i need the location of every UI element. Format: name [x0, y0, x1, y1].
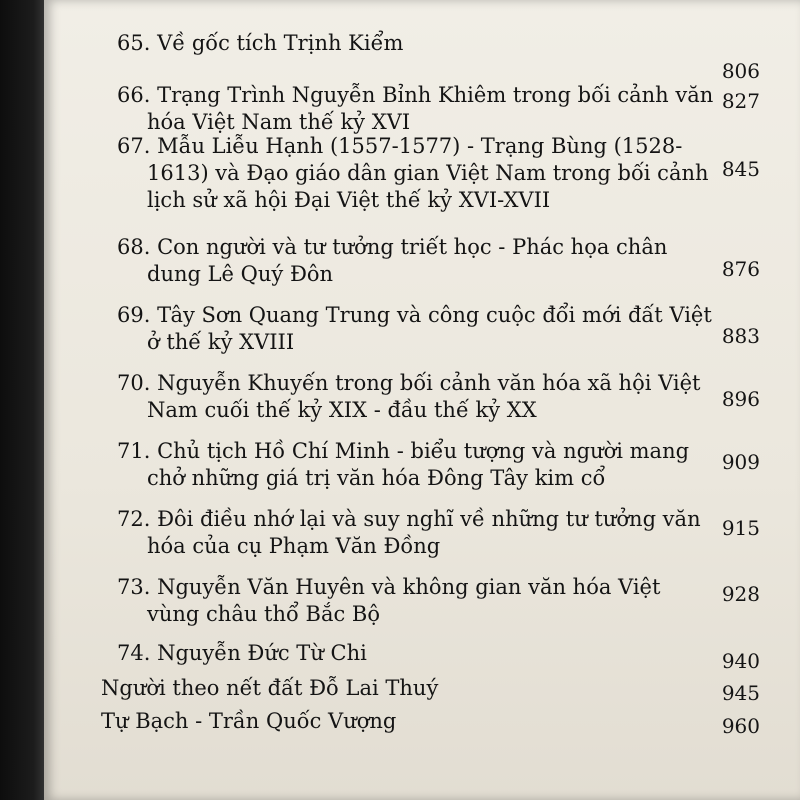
entry-title-line: ở thế kỷ XVIII [147, 330, 295, 354]
entry-title-line: 67. Mẫu Liễu Hạnh (1557-1577) - Trạng Bùng (1528- [117, 134, 683, 158]
table-of-contents [44, 0, 800, 800]
entry-page-number: 945 [721, 681, 760, 705]
entry-page-number: 827 [721, 89, 760, 113]
entry-title-line: chở những giá trị văn hóa Đông Tây kim cổ [147, 466, 606, 490]
entry-page-number: 876 [721, 257, 760, 281]
entry-page-number: 845 [721, 157, 760, 181]
entry-page-number: 915 [721, 516, 760, 540]
entry-title-line: dung Lê Quý Đôn [147, 262, 334, 286]
book-page [44, 0, 800, 800]
entry-title-line: 66. Trạng Trình Nguyễn Bỉnh Khiêm trong bối cảnh văn [117, 83, 714, 107]
entry-page-number: 909 [721, 450, 760, 474]
entry-title-line: hóa của cụ Phạm Văn Đồng [147, 534, 441, 558]
entry-title-line: 1613) và Đạo giáo dân gian Việt Nam trong bối cảnh [147, 161, 709, 185]
entry-title-line: 70. Nguyễn Khuyến trong bối cảnh văn hóa xã hội Việt [117, 371, 701, 395]
entry-page-number: 960 [721, 714, 760, 738]
entry-page-number: 928 [721, 582, 760, 606]
entry-title-line: 69. Tây Sơn Quang Trung và công cuộc đổi mới đất Việt [117, 303, 712, 327]
entry-title-line: vùng châu thổ Bắc Bộ [147, 602, 380, 626]
entry-title-line: 74. Nguyễn Đức Từ Chi [117, 641, 367, 665]
entry-title-line: 65. Về gốc tích Trịnh Kiểm [117, 31, 404, 55]
entry-title-line: hóa Việt Nam thế kỷ XVI [147, 110, 411, 134]
entry-page-number: 883 [721, 324, 760, 348]
entry-page-number: 940 [721, 649, 760, 673]
entry-page-number: 896 [721, 387, 760, 411]
entry-page-number: 806 [721, 59, 760, 83]
entry-title-line: 72. Đôi điều nhớ lại và suy nghĩ về những tư tưởng văn [117, 507, 701, 531]
entry-title-line: Nam cuối thế kỷ XIX - đầu thế kỷ XX [147, 398, 537, 422]
entry-title-line: 68. Con người và tư tưởng triết học - Phác họa chân [117, 235, 668, 259]
entry-title-line: 73. Nguyễn Văn Huyên và không gian văn hóa Việt [117, 575, 661, 599]
book-spine [0, 0, 48, 800]
entry-title-line: Tự Bạch - Trần Quốc Vượng [101, 709, 397, 733]
entry-title-line: lịch sử xã hội Đại Việt thế kỷ XVI-XVII [147, 188, 551, 212]
entry-title-line: 71. Chủ tịch Hồ Chí Minh - biểu tượng và người mang [117, 439, 690, 463]
entry-title-line: Người theo nết đất Đỗ Lai Thuý [101, 676, 439, 700]
